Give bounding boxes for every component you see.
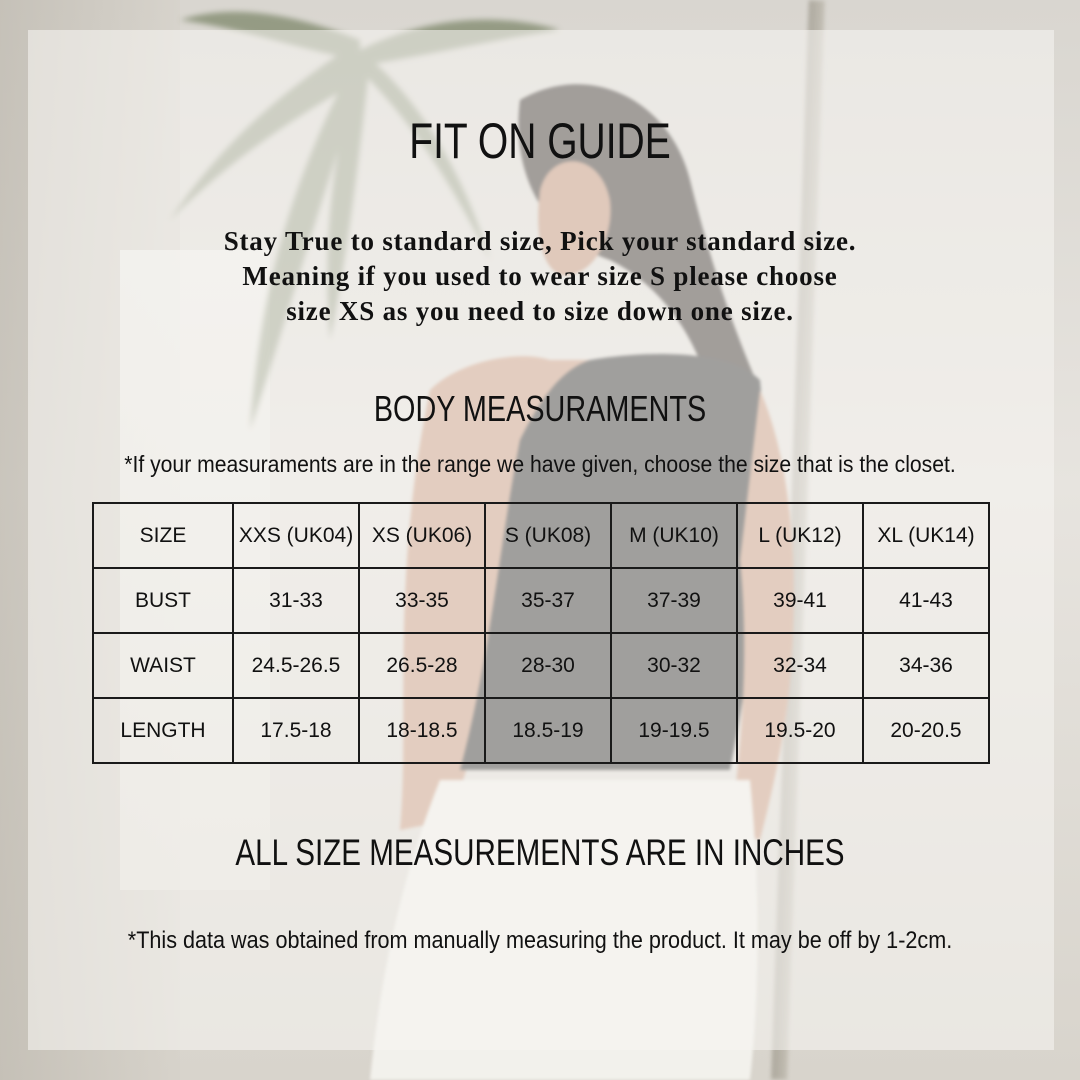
table-cell: 18.5-19 <box>485 698 611 763</box>
table-cell: 19-19.5 <box>611 698 737 763</box>
row-label: BUST <box>93 568 233 633</box>
size-chart-table <box>92 502 990 764</box>
table-cell: 18-18.5 <box>359 698 485 763</box>
table-cell: 19.5-20 <box>737 698 863 763</box>
table-cell: 28-30 <box>485 633 611 698</box>
table-header-row <box>93 503 989 568</box>
table-header-cell: XXS (UK04) <box>233 503 359 568</box>
intro-line: Stay True to standard size, Pick your standard size. <box>223 226 857 256</box>
range-note: *If your measuraments are in the range we have given, choose the size that is the closet. <box>124 451 956 477</box>
table-header-cell: XS (UK06) <box>359 503 485 568</box>
table-row <box>93 698 989 763</box>
table-cell: 34-36 <box>863 633 989 698</box>
table-cell: 41-43 <box>863 568 989 633</box>
table-header-cell: L (UK12) <box>737 503 863 568</box>
units-note: ALL SIZE MEASUREMENTS ARE IN INCHES <box>235 832 845 873</box>
table-cell: 17.5-18 <box>233 698 359 763</box>
page-title: FIT ON GUIDE <box>409 113 671 169</box>
disclaimer-text: *This data was obtained from manually measuring the product. It may be off by 1-2cm. <box>127 927 953 954</box>
table-cell: 24.5-26.5 <box>233 633 359 698</box>
table-cell: 32-34 <box>737 633 863 698</box>
row-label: LENGTH <box>93 698 233 763</box>
table-cell: 30-32 <box>611 633 737 698</box>
table-row <box>93 568 989 633</box>
intro-text <box>0 224 1080 329</box>
table-header-cell: M (UK10) <box>611 503 737 568</box>
intro-line: Meaning if you used to wear size S please choose <box>242 261 838 291</box>
table-cell: 35-37 <box>485 568 611 633</box>
intro-line: size XS as you need to size down one size. <box>286 296 794 326</box>
table-cell: 33-35 <box>359 568 485 633</box>
table-cell: 37-39 <box>611 568 737 633</box>
table-cell: 26.5-28 <box>359 633 485 698</box>
table-cell: 20-20.5 <box>863 698 989 763</box>
table-header-cell: SIZE <box>93 503 233 568</box>
table-header-cell: XL (UK14) <box>863 503 989 568</box>
table-cell: 39-41 <box>737 568 863 633</box>
section-title: BODY MEASURAMENTS <box>373 388 707 429</box>
table-row <box>93 633 989 698</box>
table-header-cell: S (UK08) <box>485 503 611 568</box>
row-label: WAIST <box>93 633 233 698</box>
table-cell: 31-33 <box>233 568 359 633</box>
